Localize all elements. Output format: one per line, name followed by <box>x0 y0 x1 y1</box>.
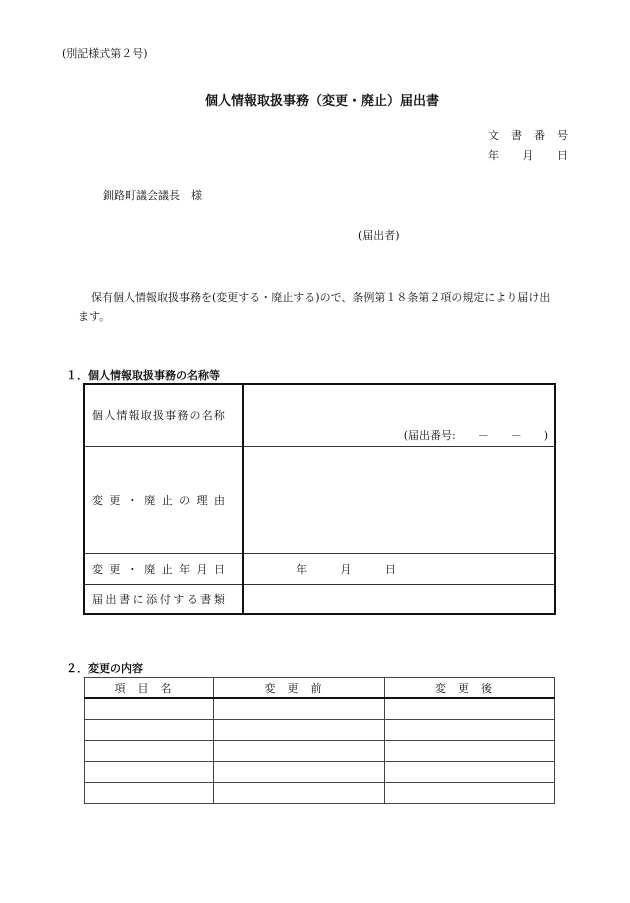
table-row <box>85 783 555 804</box>
table-header-row <box>85 678 555 699</box>
form-title: 個人情報取扱事務（変更・廃止）届出書 <box>205 94 440 109</box>
month-label: 月 <box>522 149 534 162</box>
form-reference: (別記様式第２号) <box>62 47 148 60</box>
document-number-label <box>488 127 568 143</box>
doc-num-char: 書 <box>511 129 522 142</box>
table-row <box>85 698 555 720</box>
doc-num-char: 号 <box>557 129 568 142</box>
section1-table <box>83 383 556 615</box>
section1-title: １．個人情報取扱事務の名称等 <box>66 369 220 382</box>
doc-num-char: 文 <box>488 129 499 142</box>
reason-value-cell[interactable] <box>243 446 555 553</box>
day-label: 日 <box>385 562 396 576</box>
year-label: 年 <box>296 562 307 576</box>
reason-label: 変 更 ・ 廃 止 の 理 由 <box>92 493 225 507</box>
name-label: 個 人 情 報 取 扱 事 務 の 名 称 <box>92 409 225 423</box>
cell-before[interactable] <box>214 783 385 804</box>
name-value-cell[interactable] <box>243 384 555 446</box>
month-label: 月 <box>340 562 352 576</box>
table-row <box>85 720 555 741</box>
docs-label-cell <box>84 584 243 614</box>
cell-before[interactable] <box>214 762 385 783</box>
table-row <box>85 762 555 783</box>
date-value-cell[interactable] <box>243 553 555 584</box>
cell-after[interactable] <box>385 720 555 741</box>
section2-title: ２．変更の内容 <box>66 662 143 675</box>
body-text-line2: ます。 <box>78 310 111 323</box>
cell-before[interactable] <box>214 720 385 741</box>
docs-value-cell[interactable] <box>243 584 555 614</box>
cell-after[interactable] <box>385 741 555 762</box>
cell-before[interactable] <box>214 741 385 762</box>
changes-table <box>84 677 555 804</box>
year-label: 年 <box>488 149 499 162</box>
cell-item-name[interactable] <box>85 720 214 741</box>
body-text-line1: 保有個人情報取扱事務を(変更する・廃止する)ので、条例第１８条第２項の規定により届け出 <box>91 291 551 304</box>
header-after: 変更後 <box>385 678 555 699</box>
cell-after[interactable] <box>385 762 555 783</box>
name-label-cell <box>84 384 243 446</box>
attached-docs-label: 届 出 書 に 添 付 す る 書 類 <box>92 592 225 606</box>
cell-before[interactable] <box>214 698 385 720</box>
cell-item-name[interactable] <box>85 762 214 783</box>
header-item-name: 項目名 <box>85 678 214 699</box>
date-label-cell <box>84 553 243 584</box>
cell-after[interactable] <box>385 783 555 804</box>
table-row <box>85 741 555 762</box>
cell-after[interactable] <box>385 698 555 720</box>
cell-item-name[interactable] <box>85 783 214 804</box>
date-label <box>488 147 568 163</box>
day-label: 日 <box>557 149 568 162</box>
doc-num-char: 番 <box>534 129 545 142</box>
reason-label-cell <box>84 446 243 553</box>
change-date-value <box>296 561 396 577</box>
cell-item-name[interactable] <box>85 698 214 720</box>
change-date-label: 変 更 ・ 廃 止 年 月 日 <box>92 562 225 576</box>
applicant-label: (届出者) <box>358 229 400 242</box>
cell-item-name[interactable] <box>85 741 214 762</box>
header-before: 変更前 <box>214 678 385 699</box>
addressee: 釧路町議会議長 様 <box>103 189 202 202</box>
filing-number: (届出番号: － － ) <box>403 428 548 442</box>
